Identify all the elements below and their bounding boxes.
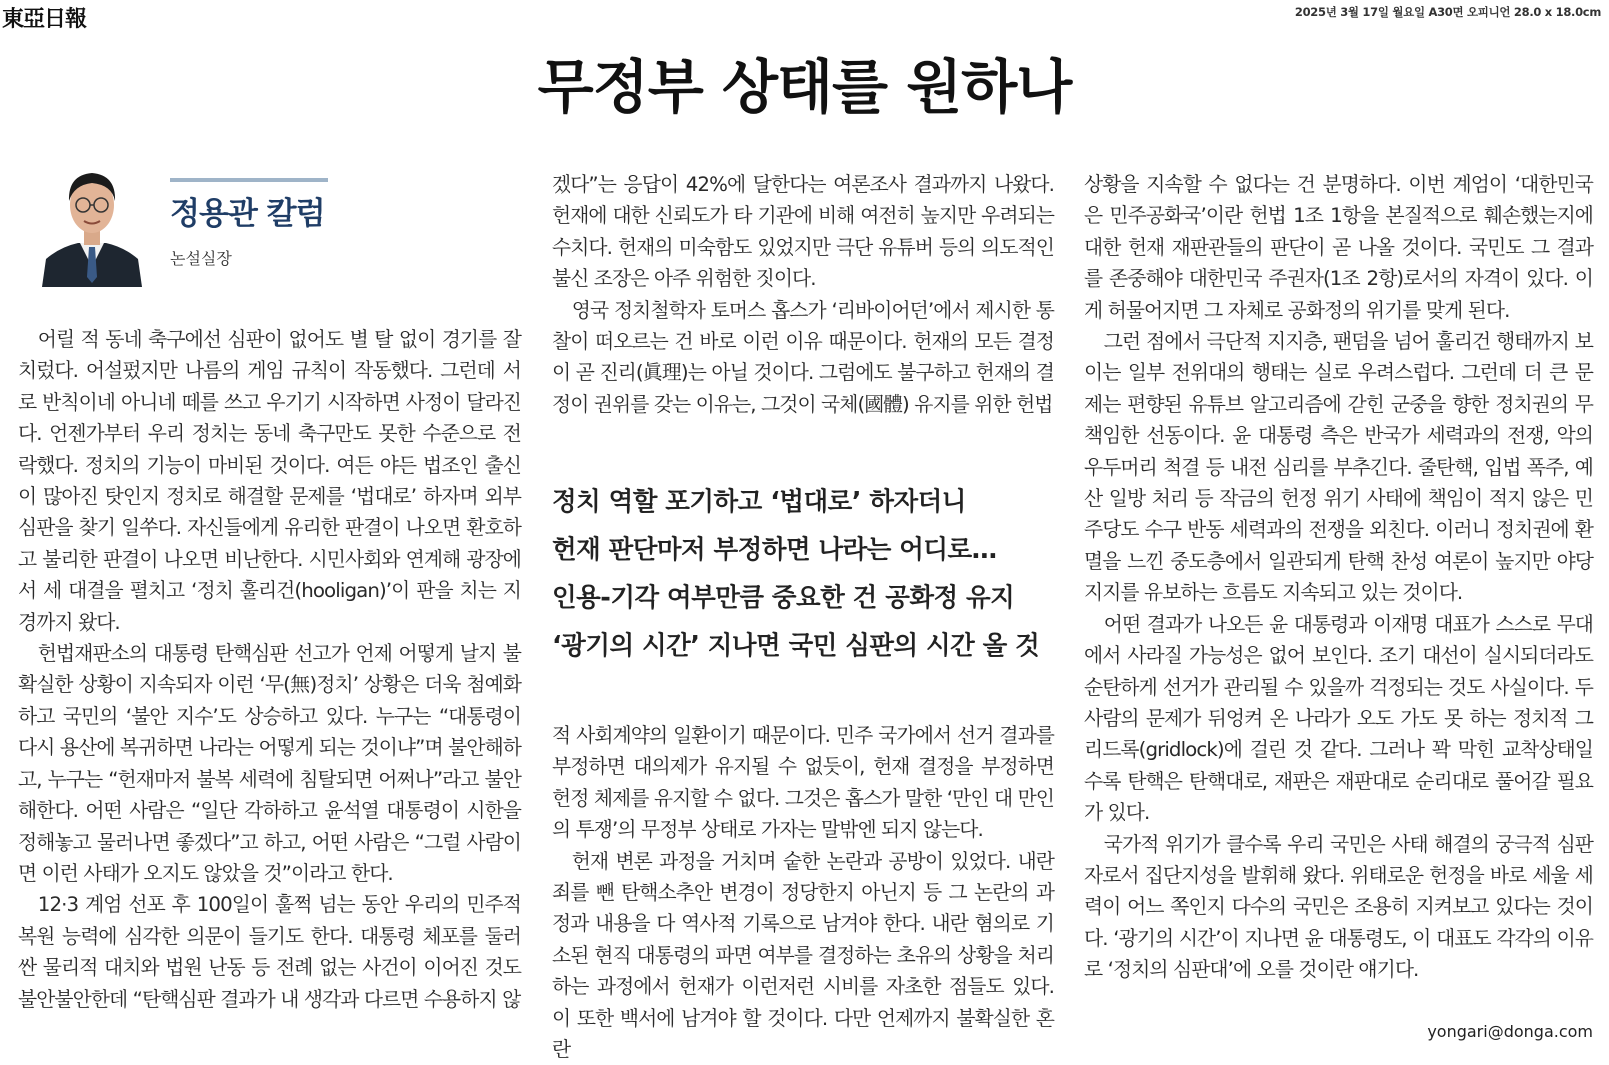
paragraph: 영국 정치철학자 토머스 홉스가 ‘리바이어던’에서 제시한 통찰이 떠오르는 건 바로 이런 이유 때문이다. 헌재의 모든 결정이 곧 진리(眞理)는 아닐 것이다. 그럼에도 불구하고 헌재의 결정이 권위를 갖는 이유는, 그것이 국체(國體) 유지를 위한 헌법 bbox=[552, 298, 1054, 416]
paragraph: 적 사회계약의 일환이기 때문이다. 민주 국가에서 선거 결과를 부정하면 대의제가 유지될 수 없듯이, 헌재 결정을 부정하면 헌정 체제를 유지할 수 없다. 그것은 홉스가 말한 ‘만인 대 만인의 투쟁’의 무정부 상태로 가자는 말밖엔 되지 않는다. bbox=[552, 724, 1054, 842]
paragraph: 어릴 적 동네 축구에선 심판이 없어도 별 탈 없이 경기를 잘 치렀다. 어설펐지만 나름의 게임 규칙이 작동했다. 그런데 서로 반칙이네 아니네 떼를 쓰고 우기기 시작하면 사정이 달라진다. 언젠가부터 우리 정치는 동네 축구만도 못한 수준으로 전락했다. 정치의 기능이 마비된 것이다. 여든 야든 법조인 출신이 많아진 탓인지 정치로 해결할 문제를 ‘법대로’ 하자며 외부 심판을 찾기 일쑤다. 자신들에게 유리한 판결이 나오면 환호하고 불리한 판결이 나오면 비난한다. 시민사회와 연계해 광장에서 세 대결을 펼치고 ‘정치 훌리건(hooligan)’이 판을 치는 지경까지 왔다. bbox=[18, 328, 521, 634]
subheadline-line: 헌재 판단마저 부정하면 나라는 어디로… bbox=[552, 535, 997, 565]
paragraph: 상황을 지속할 수 없다는 건 분명하다. 이번 계엄이 ‘대한민국은 민주공화국’이란 헌법 1조 1항을 본질적으로 훼손했는지에 대한 헌재 재판관들의 판단이 곧 나올 것이다. 국민도 그 결과를 존중해야 대한민국 주권자(1조 2항)로서의 자격이 있다. 이게 허물어지면 그 자체로 공화정의 위기를 맞게 된다. bbox=[1084, 173, 1593, 322]
byline-title: 논설실장 bbox=[170, 249, 232, 268]
article-column-2-top bbox=[552, 169, 1054, 420]
article-column-1 bbox=[18, 324, 521, 1015]
author-email[interactable]: yongari@donga.com bbox=[1427, 1022, 1593, 1041]
subheadline-deck bbox=[552, 478, 1054, 670]
headline: 무정부 상태를 원하나 bbox=[537, 53, 1072, 121]
paragraph: 헌법재판소의 대통령 탄핵심판 선고가 언제 어떻게 날지 불확실한 상황이 지속되자 이런 ‘무(無)정치’ 상황은 더욱 첨예화하고 국민의 ‘불안 지수’도 상승하고 있다. 누구는 “대통령이 다시 용산에 복귀하면 나라는 어떻게 되는 것이냐”며 불안해하고, 누구는 “헌재마저 불복 세력에 침탈되면 어쩌나”라고 불안해한다. 어떤 사람은 “일단 각하하고 윤석열 대통령이 시한을 정해놓고 물러나면 좋겠다”고 하고, 어떤 사람은 “그럴 사람이면 이런 사태가 오지도 않았을 것”이라고 한다. bbox=[18, 642, 521, 885]
subheadline-line: 정치 역할 포기하고 ‘법대로’ 하자더니 bbox=[552, 487, 966, 517]
subheadline-line: 인용-기각 여부만큼 중요한 건 공화정 유지 bbox=[552, 583, 1015, 613]
publication-info: 2025년 3월 17일 월요일 A30면 오피니언 28.0 x 18.0cm bbox=[1294, 5, 1601, 19]
subheadline-line: ‘광기의 시간’ 지나면 국민 심판의 시간 올 것 bbox=[552, 631, 1040, 661]
paragraph: 어떤 결과가 나오든 윤 대통령과 이재명 대표가 스스로 무대에서 사라질 가능성은 없어 보인다. 조기 대선이 실시되더라도 순탄하게 선거가 관리될 수 있을까 걱정되는 것도 사실이다. 두 사람의 문제가 뒤엉켜 온 나라가 오도 가도 못 하는 정치적 그리드록(gridlock)에 걸린 것 같다. 그러나 꽉 막힌 교착상태일수록 탄핵은 탄핵대로, 재판은 재판대로 순리대로 풀어갈 필요가 있다. bbox=[1084, 612, 1593, 825]
paragraph: 그런 점에서 극단적 지지층, 팬덤을 넘어 훌리건 행태까지 보이는 일부 전위대의 행태는 실로 우려스럽다. 그런데 더 큰 문제는 편향된 유튜브 알고리즘에 갇힌 군중을 향한 정치권의 무책임한 선동이다. 윤 대통령 측은 반국가 세력과의 전쟁, 악의 우두머리 척결 등 내전 심리를 부추긴다. 줄탄핵, 입법 폭주, 예산 일방 처리 등 작금의 헌정 위기 사태에 책임이 적지 않은 민주당도 수구 반동 세력과의 전쟁을 외친다. 이러니 정치권에 환멸을 느낀 중도층에서 일관되게 탄핵 찬성 여론이 높지만 야당 지지를 유보하는 흐름도 지속되고 있는 것이다. bbox=[1084, 330, 1593, 605]
byline-rule bbox=[170, 178, 328, 182]
paragraph: 헌재 변론 과정을 거치며 숱한 논란과 공방이 있었다. 내란죄를 뺀 탄핵소추안 변경이 정당한지 아닌지 등 그 논란의 과정과 내용을 다 역사적 기록으로 남겨야 한다. 내란 혐의로 기소된 현직 대통령의 파면 여부를 결정하는 초유의 상황을 처리하는 과정에서 헌재가 이런저런 시비를 자초한 점들도 있다. 이 또한 백서에 남겨야 할 것이다. 다만 언제까지 불확실한 혼란 bbox=[552, 849, 1054, 1062]
paragraph: 국가적 위기가 클수록 우리 국민은 사태 해결의 궁극적 심판자로서 집단지성을 발휘해 왔다. 위태로운 헌정을 바로 세울 세력이 어느 쪽인지 다수의 국민은 조용히 지켜보고 있다는 것이다. ‘광기의 시간’이 지나면 윤 대통령도, 이 대표도 각각의 이유로 ‘정치의 심판대’에 오를 것이란 얘기다. bbox=[1084, 832, 1593, 982]
byline-name: 정용관 칼럼 bbox=[170, 196, 325, 232]
paragraph: 겠다”는 응답이 42%에 달한다는 여론조사 결과까지 나왔다. 헌재에 대한 신뢰도가 타 기관에 비해 여전히 높지만 우려되는 수치다. 헌재의 미숙함도 있었지만 극단 유튜버 등의 의도적인 불신 조장은 아주 위험한 짓이다. bbox=[552, 173, 1054, 291]
author-photo bbox=[42, 155, 142, 287]
paragraph: 12·3 계엄 선포 후 100일이 훌쩍 넘는 동안 우리의 민주적 복원 능력에 심각한 의문이 들기도 한다. 대통령 체포를 둘러싼 물리적 대치와 법원 난동 등 전례 없는 사건이 이어진 것도 불안불안한데 “탄핵심판 결과가 내 생각과 다르면 수용하지 않 bbox=[18, 893, 521, 1011]
article-column-3 bbox=[1084, 169, 1593, 986]
masthead-logo: 東亞日報 bbox=[2, 6, 87, 32]
article-column-2-bottom bbox=[552, 720, 1054, 1065]
